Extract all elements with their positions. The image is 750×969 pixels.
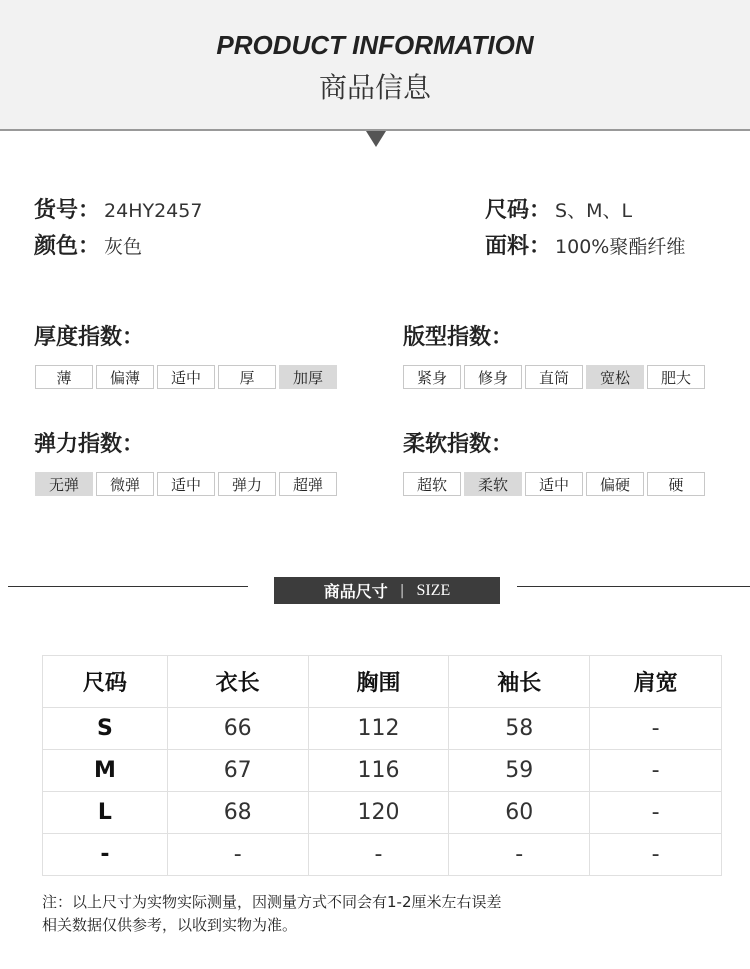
info-fabric (485, 229, 685, 260)
header-section (0, 0, 750, 130)
size-table-header-row (43, 656, 722, 708)
thickness-index-title: 厚度指数： (34, 325, 145, 350)
table-cell: - (590, 792, 722, 834)
table-cell: - (167, 834, 308, 876)
down-triangle-icon (366, 131, 386, 147)
thickness-option: 厚 (218, 365, 276, 389)
size-banner-separator: | (399, 582, 405, 599)
size-table-header: 肩宽 (590, 656, 722, 708)
table-cell: - (449, 834, 590, 876)
softness-option: 适中 (525, 472, 583, 496)
title-chinese: 商品信息 (318, 71, 431, 104)
softness-index-title: 柔软指数： (403, 432, 514, 457)
softness-option: 偏硬 (586, 472, 644, 496)
table-cell: - (43, 834, 168, 876)
table-cell: 60 (449, 792, 590, 834)
table-cell: L (43, 792, 168, 834)
size-table-header: 袖长 (449, 656, 590, 708)
softness-option: 柔软 (464, 472, 522, 496)
note-line-1: 注：以上尺寸为实物实际测量，因测量方式不同会有1-2厘米左右误差 (42, 893, 502, 911)
size-label: 尺码： (485, 198, 552, 223)
table-cell: - (308, 834, 449, 876)
size-table-header: 衣长 (167, 656, 308, 708)
fit-scale (403, 365, 708, 389)
table-cell: 67 (167, 750, 308, 792)
thickness-option: 适中 (157, 365, 215, 389)
thickness-scale (35, 365, 340, 389)
table-cell: 112 (308, 708, 449, 750)
elasticity-option: 超弹 (279, 472, 337, 496)
size-table-header: 尺码 (43, 656, 168, 708)
softness-option: 超软 (403, 472, 461, 496)
size-banner (274, 577, 500, 604)
thickness-option: 加厚 (279, 365, 337, 389)
fabric-label: 面料： (485, 234, 552, 259)
info-size (485, 193, 632, 224)
title-english: PRODUCT INFORMATION (216, 30, 534, 60)
table-cell: M (43, 750, 168, 792)
fit-index-title: 版型指数： (403, 325, 514, 350)
size-table-header: 胸围 (308, 656, 449, 708)
table-row (43, 708, 722, 750)
softness-option: 硬 (647, 472, 705, 496)
size-divider-right (517, 586, 750, 587)
elasticity-index-title: 弹力指数： (34, 432, 145, 457)
size-divider-left (8, 586, 248, 587)
thickness-option: 薄 (35, 365, 93, 389)
elasticity-option: 微弹 (96, 472, 154, 496)
table-cell: 59 (449, 750, 590, 792)
info-color (34, 229, 142, 260)
table-cell: 116 (308, 750, 449, 792)
table-cell: 120 (308, 792, 449, 834)
fit-option: 修身 (464, 365, 522, 389)
elasticity-option: 弹力 (218, 472, 276, 496)
size-banner-en: SIZE (416, 581, 451, 599)
fit-option: 肥大 (647, 365, 705, 389)
table-cell: 58 (449, 708, 590, 750)
table-cell: S (43, 708, 168, 750)
softness-scale (403, 472, 708, 496)
fit-option: 宽松 (586, 365, 644, 389)
table-row (43, 792, 722, 834)
size-banner-cn: 商品尺寸 (323, 582, 388, 601)
fit-option: 紧身 (403, 365, 461, 389)
table-row (43, 834, 722, 876)
elasticity-option: 适中 (157, 472, 215, 496)
item-number-value: 24HY2457 (104, 200, 203, 222)
elasticity-scale (35, 472, 340, 496)
thickness-option: 偏薄 (96, 365, 154, 389)
table-row (43, 750, 722, 792)
elasticity-option: 无弹 (35, 472, 93, 496)
table-cell: - (590, 708, 722, 750)
color-label: 颜色： (34, 234, 101, 259)
fit-option: 直筒 (525, 365, 583, 389)
table-cell: 68 (167, 792, 308, 834)
size-value: S、M、L (555, 200, 633, 222)
color-value: 灰色 (104, 236, 143, 258)
table-cell: - (590, 750, 722, 792)
note-line-2: 相关数据仅供参考，以收到实物为准。 (42, 916, 298, 934)
info-item-number (34, 193, 202, 224)
item-number-label: 货号： (34, 198, 101, 223)
table-cell: 66 (167, 708, 308, 750)
table-cell: - (590, 834, 722, 876)
fabric-value: 100%聚酯纤维 (555, 236, 686, 258)
size-table (42, 655, 722, 876)
